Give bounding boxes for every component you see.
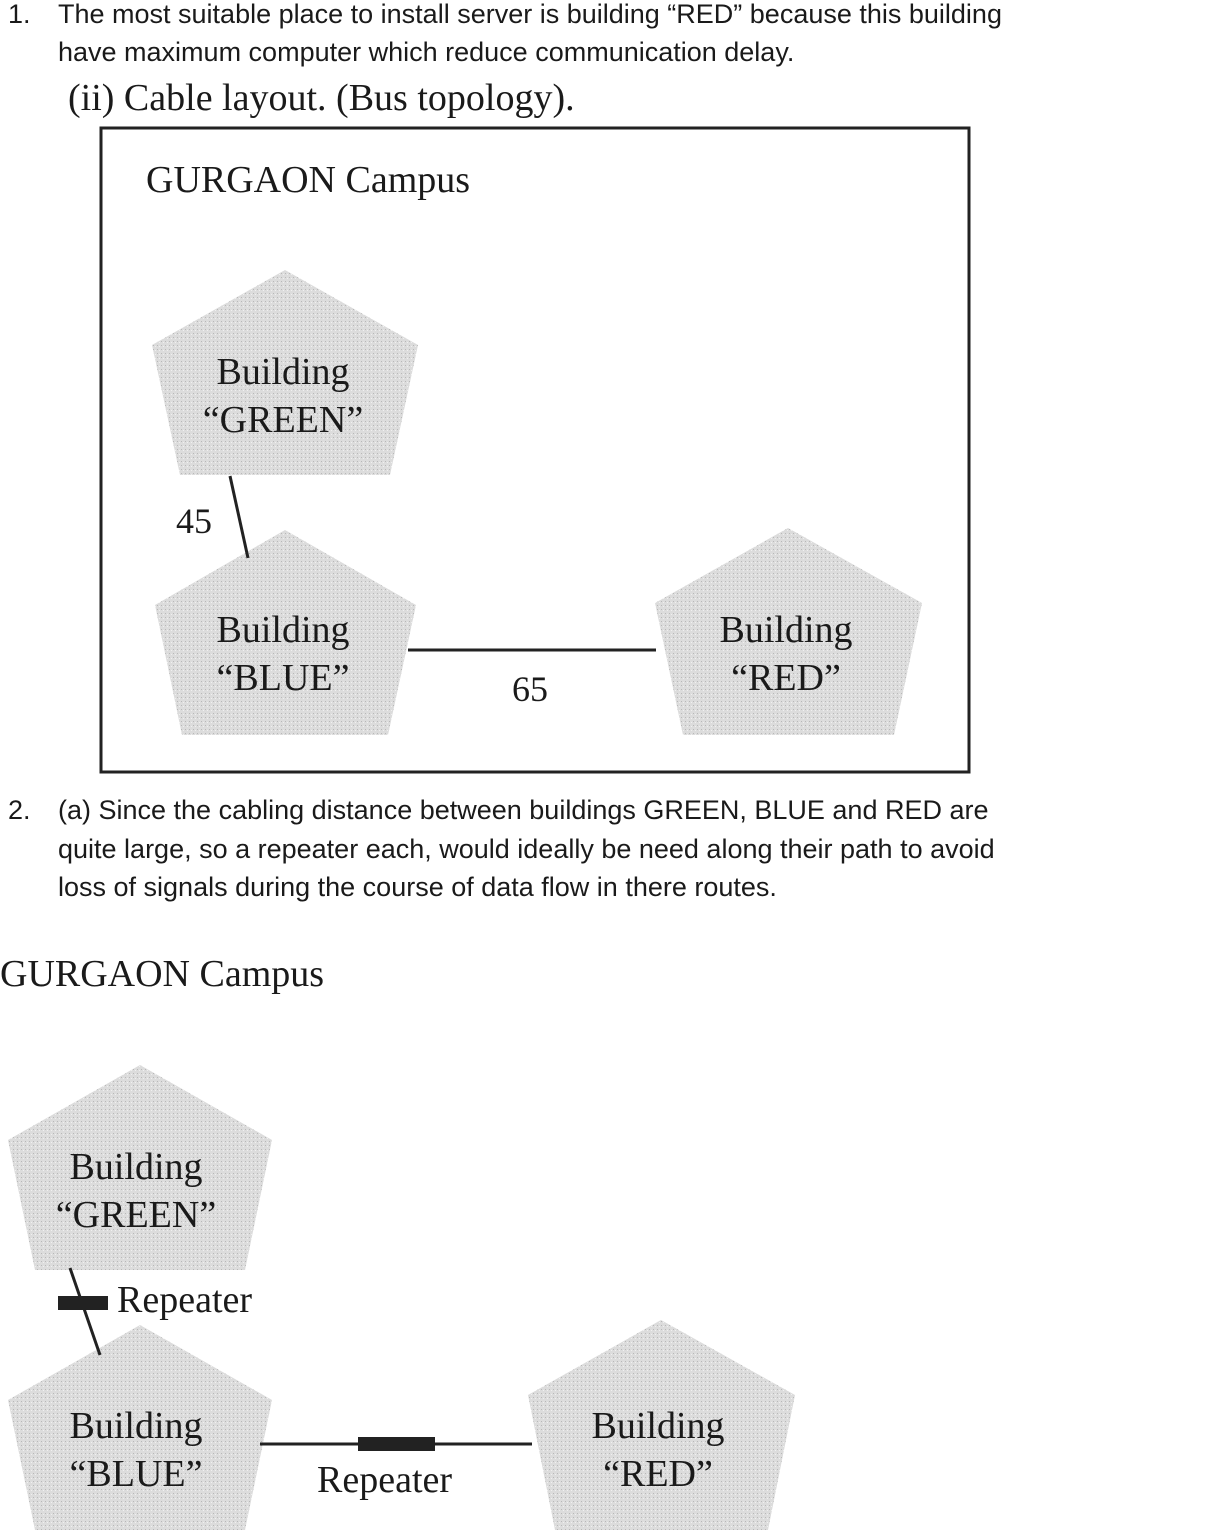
repeater-label: Repeater — [117, 1279, 253, 1321]
distance-label: 45 — [176, 501, 212, 541]
label-line: “GREEN” — [55, 1194, 217, 1236]
answer-line: The most suitable place to install server is building “RED” because this building — [58, 0, 1002, 29]
repeater-icon — [358, 1437, 435, 1451]
label-line: Building — [216, 609, 350, 651]
label-line: “RED” — [731, 657, 841, 699]
label-line: Building — [69, 1146, 203, 1188]
repeater-icon — [58, 1296, 108, 1310]
building-blue-label — [69, 1402, 202, 1498]
campus-title: GURGAON Campus — [0, 953, 325, 995]
repeater-label: Repeater — [317, 1459, 453, 1501]
label-line: Building — [216, 351, 350, 393]
label-line: “BLUE” — [69, 1453, 203, 1495]
answer-number: 2. — [8, 795, 31, 825]
building-red-label — [591, 1402, 724, 1498]
answer-line: have maximum computer which reduce communication delay. — [58, 37, 795, 67]
answer-line: quite large, so a repeater each, would ideally be need along their path to avoid — [58, 834, 995, 864]
label-line: “BLUE” — [216, 657, 350, 699]
building-green-label — [56, 1143, 216, 1239]
answer-line: loss of signals during the course of data flow in there routes. — [58, 872, 777, 902]
answer-number: 1. — [8, 0, 31, 29]
label-line: Building — [591, 1405, 725, 1447]
cable-green-blue — [230, 476, 248, 558]
campus-title: GURGAON Campus — [146, 159, 471, 201]
building-red-label — [719, 606, 852, 702]
label-line: “GREEN” — [202, 399, 364, 441]
distance-label: 65 — [512, 669, 548, 709]
label-line: Building — [69, 1405, 203, 1447]
building-blue-label — [216, 606, 349, 702]
building-green-label — [203, 348, 363, 444]
answer-line: (a) Since the cabling distance between buildings GREEN, BLUE and RED are — [58, 795, 989, 825]
label-line: “RED” — [603, 1453, 713, 1495]
cable-green-blue — [70, 1268, 100, 1355]
label-line: Building — [719, 609, 853, 651]
section-heading: (ii) Cable layout. (Bus topology). — [68, 77, 575, 119]
